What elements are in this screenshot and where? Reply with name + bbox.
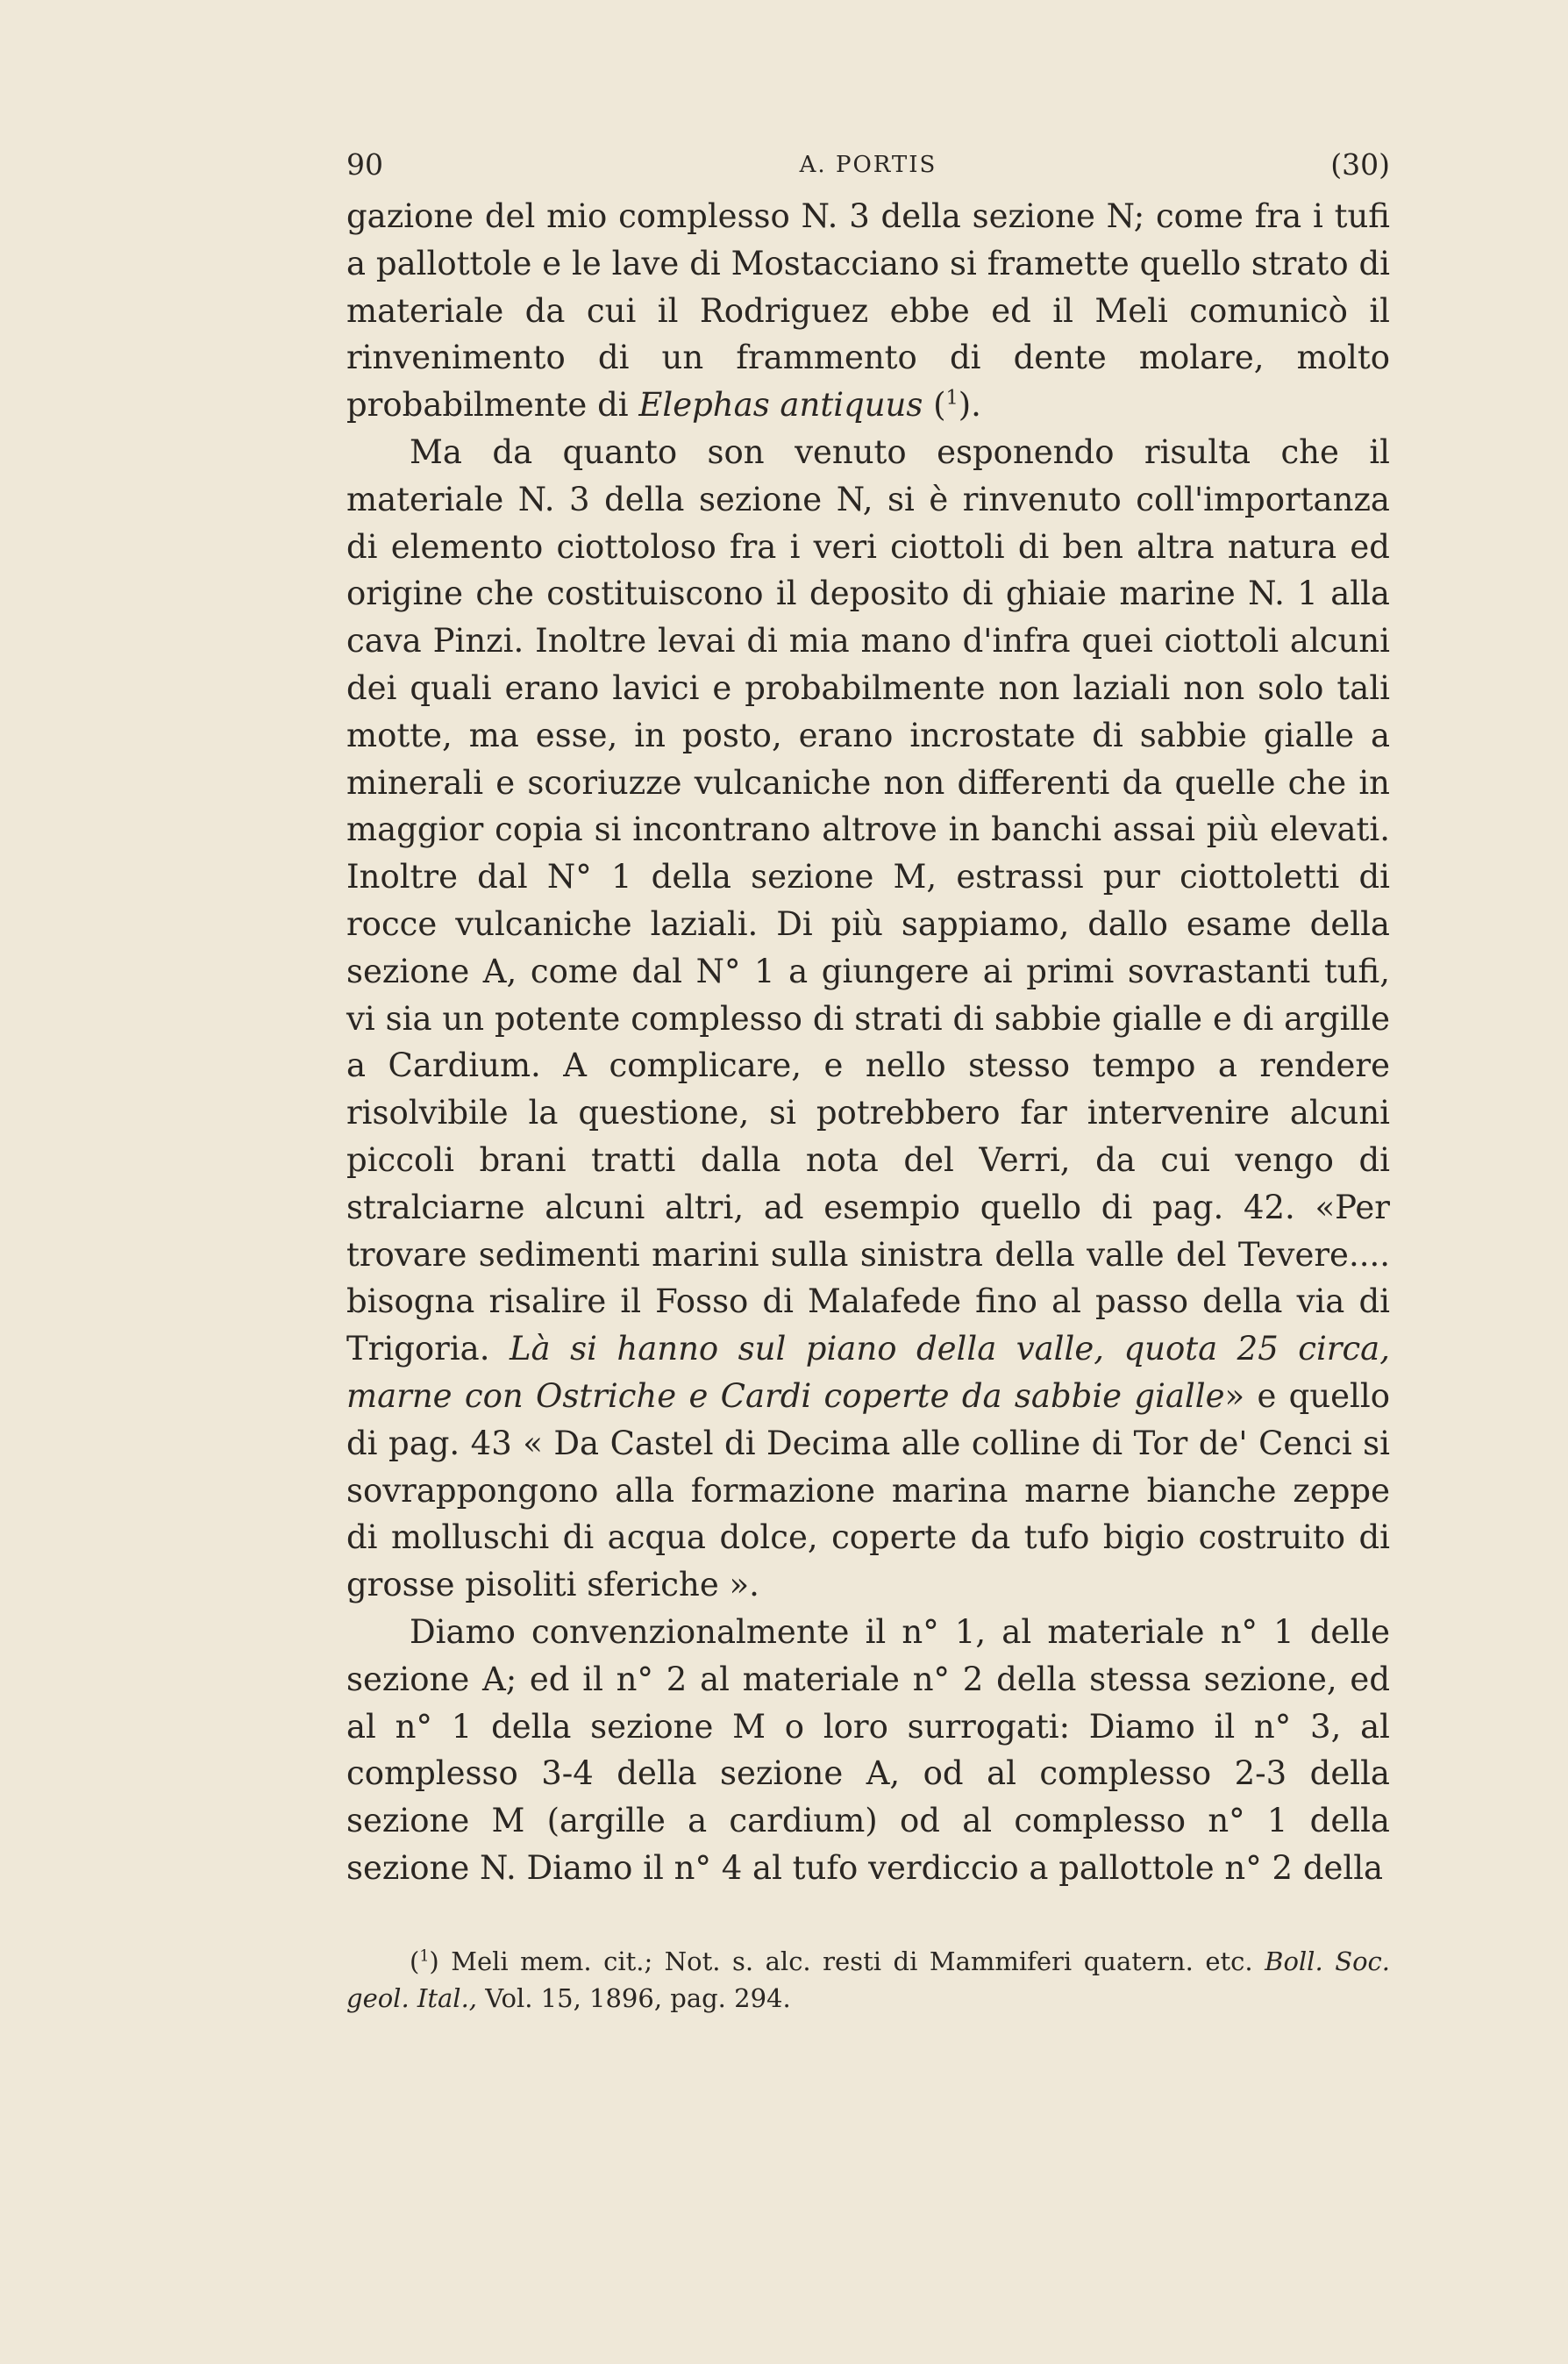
- quoted-italic: Là si hanno sul piano della valle, quota 25 circa, marne con Ostriche e Cardi coperte da sabbie gialle: [346, 1330, 1391, 1415]
- footnotes: [346, 1943, 1390, 2017]
- footnote-mark: 1: [419, 1947, 430, 1966]
- footnote-ref: 1: [945, 386, 959, 410]
- paragraph-2: Ma da quanto son venuto esponendo risulta che il materiale N. 3 della sezione N, si è rinvenuto coll'importanza di elemento ciottoloso fra i veri ciottoli di ben altra natura ed origine che costituiscono il deposito di ghiaie marine N. 1 alla cava Pinzi. Inoltre levai di mia mano d'infra quei ciottoli alcuni dei quali erano lavici e probabilmente non laziali non solo tali motte, ma esse, in posto, erano incrostate di sabbie gialle a minerali e scoriuzze vulcaniche non differenti da quelle che in maggior copia si incontrano altrove in banchi assai più elevati. Inoltre dal N° 1 della sezione M, estrassi pur ciottoletti di rocce vulcaniche laziali. Di più sappiamo, dallo esame della sezione A, come dal N° 1 a giungere ai primi sovrastanti tufi, vi sia un potente complesso di strati di sabbie gialle e di argille a Cardium. A complicare, e nello stesso tempo a rendere risolvibile la questione, si potrebbero far intervenire alcuni piccoli brani tratti dalla nota del Verri, da cui vengo di stralciarne alcuni altri, ad esempio quello di pag. 42. «Per trovare sedimenti marini sulla sinistra della valle del Tevere.... bisogna risalire il Fosso di Malafede fino al passo della via di Trigoria. Là si hanno sul piano della valle, quota 25 circa, marne con Ostriche e Cardi coperte da sabbie gialle» e quello di pag. 43 « Da Castel di Decima alle colline di Tor de' Cenci si sovrappongono alla formazione marina marne bianche zeppe di molluschi di acqua dolce, coperte da tufo bigio costruito di grosse pisoliti sferiche ».: [346, 432, 1391, 1604]
- running-head-author: A. PORTIS: [799, 152, 937, 178]
- paragraph-1: gazione del mio complesso N. 3 della sezione N; come fra i tufi a pallottole e le lave di Mostacciano si framette quello strato di materiale da cui il Rodriguez ebbe ed il Meli comunicò il rinvenimento di un frammento di dente molare, molto probabilmente di Elephas antiquus ($^1$).: [346, 197, 1390, 425]
- running-header: [346, 140, 1390, 189]
- body-text: [346, 193, 1390, 1892]
- paragraph-3: Diamo convenzionalmente il n° 1, al materiale n° 1 delle sezione A; ed il n° 2 al materiale n° 2 della stessa sezione, ed al n° 1 della sezione M o loro surrogati: Diamo il n° 3, al complesso 3-4 della sezione A, od al complesso 2-3 della sezione M (argille a cardium) od al complesso n° 1 della sezione N. Diamo il n° 4 al tufo verdiccio a pallottole n° 2 della: [346, 1612, 1390, 1887]
- page: [346, 140, 1390, 2017]
- species-name: Elephas antiquus: [638, 386, 923, 425]
- journal-title: Boll. Soc. geol. Ital.,: [346, 1946, 1390, 2013]
- page-number: 90: [346, 147, 383, 182]
- section-number: (30): [1330, 147, 1390, 182]
- footnote-1: ($^1$) Meli mem. cit.; Not. s. alc. resti di Mammiferi quatern. etc. Boll. Soc. geol. Ital., Vol. 15, 1896, pag. 294.: [346, 1946, 1390, 2013]
